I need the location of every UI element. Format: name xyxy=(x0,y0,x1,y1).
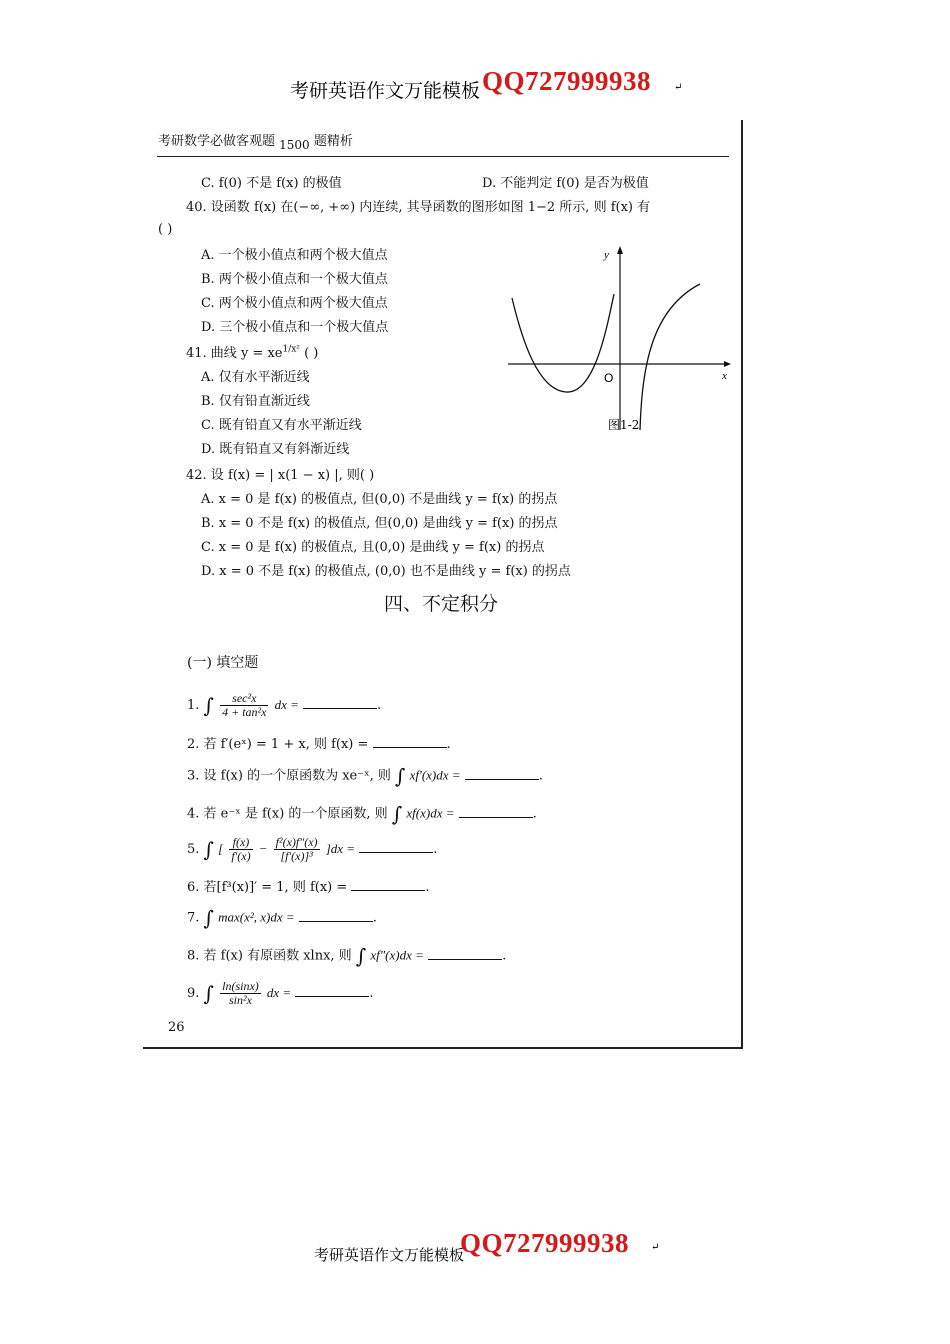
p3-text: 3. 设 f(x) 的一个原函数为 xe⁻ˣ, 则 xyxy=(187,768,391,784)
q41-exponent: 1/x² xyxy=(282,344,300,355)
watermark-qq-top: QQ727999938 xyxy=(482,66,652,96)
header-title-post: 题精析 xyxy=(313,134,353,149)
fill-problem-3 xyxy=(187,764,543,788)
p1-answer-blank xyxy=(303,696,377,709)
q41-stem-line xyxy=(186,342,318,361)
q40-option-c: C. 两个极小值点和两个极大值点 xyxy=(201,296,388,311)
p5-frac2-num: f²(x)f″(x) xyxy=(275,835,318,849)
fill-problem-7 xyxy=(187,906,377,930)
watermark-text-bottom: 考研英语作文万能模板 xyxy=(314,1246,465,1264)
p5-fraction-2 xyxy=(274,836,320,863)
section-title: 四、不定积分 xyxy=(384,593,499,615)
integral-sign: ∫ xyxy=(203,906,214,930)
p8-end: . xyxy=(502,948,507,964)
p5-frac2-den: [f′(x)]³ xyxy=(274,849,320,863)
p9-answer-blank xyxy=(295,984,369,997)
q40-option-d: D. 三个极小值点和一个极大值点 xyxy=(201,320,389,335)
p9-tail: dx = xyxy=(266,985,292,1000)
watermark-text-top: 考研英语作文万能模板 xyxy=(290,80,481,102)
fill-problem-8 xyxy=(187,944,506,968)
page-right-border xyxy=(741,120,743,1048)
integral-sign: ∫ xyxy=(355,944,367,968)
y-axis-label: y xyxy=(604,249,609,261)
x-axis-arrow xyxy=(724,361,731,367)
p1-fraction xyxy=(220,692,268,719)
p8-text: 8. 若 f(x) 有原函数 xlnx, 则 xyxy=(187,948,352,964)
p9-numerator: ln(sinx) xyxy=(222,979,259,993)
header-rule xyxy=(157,156,729,157)
p3-end: . xyxy=(538,768,543,784)
integral-sign: ∫ xyxy=(391,802,403,826)
p5-end: . xyxy=(433,842,438,857)
q40-option-a: A. 一个极小值点和两个极大值点 xyxy=(201,248,388,263)
p1-denominator: 4 + tan²x xyxy=(222,705,267,719)
q40-paren: ( ) xyxy=(158,222,173,237)
p7-tail: max(x², x)dx = xyxy=(218,909,295,925)
p1-numerator: sec²x xyxy=(232,691,257,705)
derivative-graph-figure xyxy=(500,240,740,440)
q41-option-b: B. 仅有铅直渐近线 xyxy=(201,394,310,409)
p5-open: [ xyxy=(218,841,224,856)
derivative-curve-left xyxy=(512,294,614,392)
p5-answer-blank xyxy=(359,840,433,853)
p8-tail: xf″(x)dx = xyxy=(370,947,424,963)
fill-problem-6 xyxy=(187,876,430,895)
p5-tail: ]dx = xyxy=(325,841,356,856)
q41-option-a: A. 仅有水平渐近线 xyxy=(201,370,310,385)
watermark-mark-top: ↵ xyxy=(674,82,683,93)
p5-num: 5. xyxy=(187,842,200,857)
y-axis-arrow xyxy=(617,246,623,254)
q41-option-d: D. 既有铅直又有斜渐近线 xyxy=(201,442,350,457)
p8-answer-blank xyxy=(428,947,502,960)
p2-end: . xyxy=(446,737,451,752)
header-title-pre: 考研数学必做客观题 xyxy=(158,134,276,149)
p5-frac1-den: f′(x) xyxy=(231,849,251,863)
p5-fraction-1 xyxy=(229,836,252,863)
p4-tail: xf(x)dx = xyxy=(406,805,455,821)
p9-denominator: sin²x xyxy=(220,993,261,1007)
p1-end: . xyxy=(377,698,382,713)
q41-option-c: C. 既有铅直又有水平渐近线 xyxy=(201,418,362,433)
fill-problem-5 xyxy=(187,836,437,863)
p6-answer-blank xyxy=(351,878,425,891)
q40-option-b: B. 两个极小值点和一个极大值点 xyxy=(201,272,388,287)
p3-tail: xf′(x)dx = xyxy=(409,767,461,783)
p9-num: 9. xyxy=(187,986,200,1001)
p9-fraction xyxy=(220,980,261,1007)
q41-stem: 41. 曲线 y = xe xyxy=(186,346,283,361)
p4-text: 4. 若 e⁻ˣ 是 f(x) 的一个原函数, 则 xyxy=(187,806,388,822)
q42-option-c: C. x = 0 是 f(x) 的极值点, 且(0,0) 是曲线 y = f(x) 的拐点 xyxy=(201,540,545,555)
p5-minus: − xyxy=(258,841,268,856)
origin-label: O xyxy=(604,371,614,385)
watermark-mark-bottom: ↵ xyxy=(651,1242,660,1253)
q41-paren: ( ) xyxy=(304,346,319,361)
fill-problem-1 xyxy=(187,692,381,719)
p2-answer-blank xyxy=(373,735,447,748)
q42-option-a: A. x = 0 是 f(x) 的极值点, 但(0,0) 不是曲线 y = f(x) 的拐点 xyxy=(201,492,558,507)
p7-num: 7. xyxy=(187,910,200,926)
fill-problem-2 xyxy=(187,733,451,752)
p4-end: . xyxy=(532,806,537,822)
q42-stem: 42. 设 f(x) = | x(1 − x) |, 则( ) xyxy=(186,468,375,483)
integral-sign: ∫ xyxy=(395,764,406,788)
q42-option-d: D. x = 0 不是 f(x) 的极值点, (0,0) 也不是曲线 y = f(x) 的拐点 xyxy=(201,564,571,579)
q40-stem: 40. 设函数 f(x) 在(−∞, +∞) 内连续, 其导函数的图形如图 1−2 所示, 则 f(x) 有 xyxy=(186,200,651,215)
running-header xyxy=(158,130,353,152)
p6-end: . xyxy=(425,880,430,895)
p2-text: 2. 若 f′(eˣ) = 1 + x, 则 f(x) = xyxy=(187,737,369,752)
q42-option-b: B. x = 0 不是 f(x) 的极值点, 但(0,0) 是曲线 y = f(x) 的拐点 xyxy=(201,516,558,531)
p6-text: 6. 若[f³(x)]′ = 1, 则 f(x) = xyxy=(187,880,348,895)
integral-sign: ∫ xyxy=(203,981,214,1006)
integral-sign: ∫ xyxy=(203,693,214,718)
header-title-num: 1500 xyxy=(279,138,310,152)
p5-frac1-num: f(x) xyxy=(232,835,250,849)
x-axis-label: x xyxy=(722,370,727,382)
page-bottom-border xyxy=(143,1047,743,1049)
fill-problem-9 xyxy=(187,980,373,1007)
p7-end: . xyxy=(372,910,377,926)
p4-answer-blank xyxy=(459,805,533,818)
page-number: 26 xyxy=(168,1020,185,1035)
p1-tail: dx = xyxy=(274,697,299,712)
q39-option-d: D. 不能判定 f(0) 是否为极值 xyxy=(482,176,649,191)
p9-end: . xyxy=(369,986,374,1001)
p7-answer-blank xyxy=(299,909,373,922)
p1-num: 1. xyxy=(187,698,200,713)
q39-option-c: C. f(0) 不是 f(x) 的极值 xyxy=(201,176,342,191)
fill-problem-4 xyxy=(187,802,537,826)
derivative-curve-right xyxy=(640,284,700,430)
integral-sign: ∫ xyxy=(203,837,214,862)
watermark-qq-bottom: QQ727999938 xyxy=(460,1228,630,1258)
p3-answer-blank xyxy=(465,767,539,780)
section-subtitle: (一) 填空题 xyxy=(187,655,259,671)
figure-caption: 图1-2 xyxy=(608,418,640,432)
